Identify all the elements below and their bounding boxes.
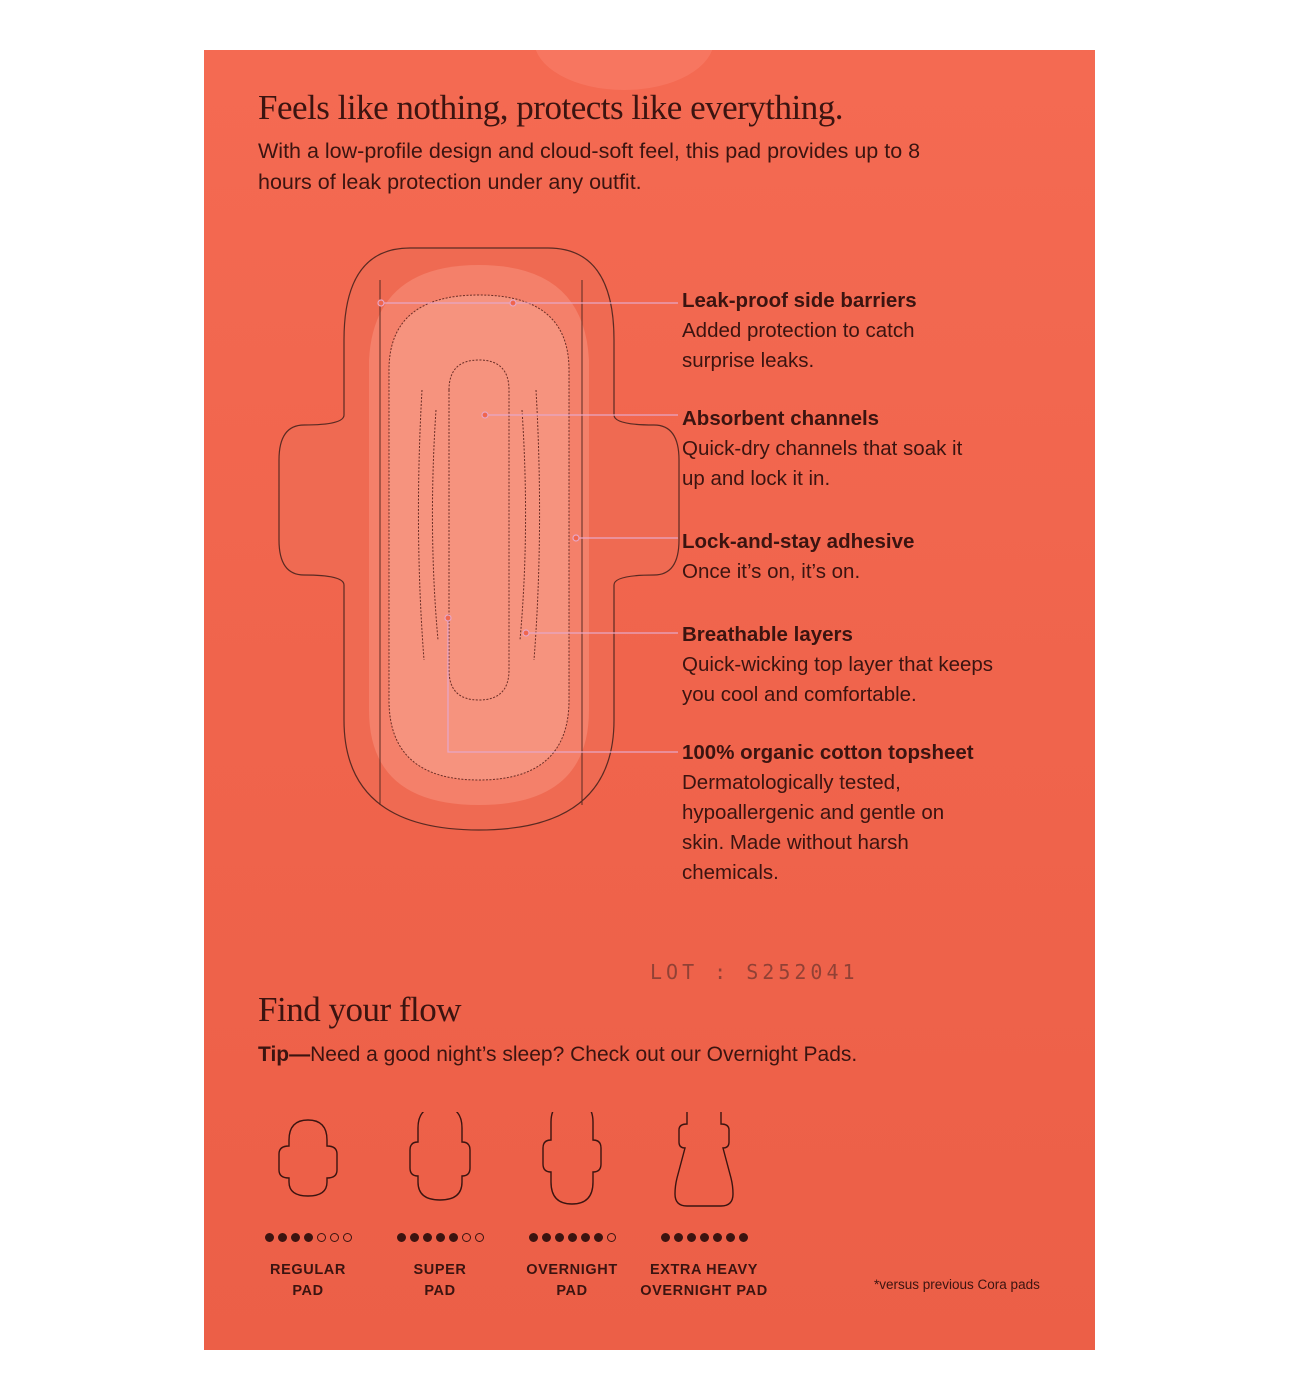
absorbency-dot-filled [265, 1233, 274, 1242]
feature-title: 100% organic cotton topsheet [682, 741, 974, 764]
absorbency-dot-filled [739, 1233, 748, 1242]
feature-desc: Quick-wicking top layer that keeps you cool and comfortable. [682, 653, 994, 706]
pad-label: OVERNIGHT PAD [526, 1262, 618, 1299]
pad-diagram [274, 240, 694, 840]
absorbency-dot-filled [687, 1233, 696, 1242]
absorbency-dot-empty [475, 1233, 484, 1242]
absorbency-dot-filled [542, 1233, 551, 1242]
absorbency-dots [370, 1230, 510, 1244]
lot-code: LOT : S252041 [650, 960, 859, 984]
absorbency-dot-filled [449, 1233, 458, 1242]
overnight-pad-icon [537, 1112, 607, 1230]
absorbency-dot-filled [568, 1233, 577, 1242]
feature-title: Lock-and-stay adhesive [682, 530, 915, 553]
extra-heavy-overnight-pad-icon [669, 1112, 739, 1230]
absorbency-dot-empty [330, 1233, 339, 1242]
feature-title: Absorbent channels [682, 407, 880, 430]
absorbency-dot-filled [423, 1233, 432, 1242]
feature-title: Breathable layers [682, 623, 853, 646]
absorbency-dot-empty [343, 1233, 352, 1242]
feature-breathable-layers [682, 620, 1042, 710]
absorbency-dot-filled [397, 1233, 406, 1242]
absorbency-dot-filled [304, 1233, 313, 1242]
pad-type-super [370, 1112, 510, 1302]
absorbency-dot-filled [581, 1233, 590, 1242]
feature-desc: Quick-dry channels that soak it up and lock it in. [682, 437, 963, 490]
footnote: *versus previous Cora pads [874, 1277, 1040, 1292]
absorbency-dot-empty [317, 1233, 326, 1242]
absorbency-dot-filled [529, 1233, 538, 1242]
pad-type-extra-heavy-overnight [634, 1112, 774, 1302]
super-pad-icon [405, 1112, 475, 1230]
feature-desc: Added protection to catch surprise leaks. [682, 319, 915, 372]
absorbency-dot-filled [291, 1233, 300, 1242]
pad-core [389, 295, 569, 780]
flow-title: Find your flow [258, 990, 461, 1029]
subhead: With a low-profile design and cloud-soft feel, this pad provides up to 8 hours of leak protection under any outfit. [258, 139, 921, 194]
packaging-panel [204, 50, 1095, 1350]
absorbency-dot-filled [674, 1233, 683, 1242]
feature-side-barriers [682, 286, 1042, 376]
absorbency-dot-filled [410, 1233, 419, 1242]
top-edge-curve [534, 50, 714, 90]
absorbency-dot-empty [607, 1233, 616, 1242]
feature-title: Leak-proof side barriers [682, 289, 917, 312]
tip-label: Tip— [258, 1043, 311, 1066]
pad-label: SUPER PAD [413, 1262, 467, 1299]
absorbency-dot-filled [436, 1233, 445, 1242]
absorbency-dot-filled [700, 1233, 709, 1242]
feature-desc: Once it’s on, it’s on. [682, 560, 861, 583]
feature-adhesive [682, 527, 1042, 587]
pad-type-regular [238, 1112, 378, 1302]
feature-organic-cotton [682, 738, 1042, 888]
absorbency-dot-filled [661, 1233, 670, 1242]
regular-pad-icon [273, 1112, 343, 1230]
feature-desc: Dermatologically tested, hypoallergenic and gentle on skin. Made without harsh chemicals. [682, 771, 945, 884]
tip-line [258, 1043, 857, 1067]
absorbency-dot-filled [726, 1233, 735, 1242]
absorbency-dot-filled [713, 1233, 722, 1242]
tip-text: Need a good night’s sleep? Check out our Overnight Pads. [310, 1043, 858, 1066]
absorbency-dots [502, 1230, 642, 1244]
absorbency-dot-filled [555, 1233, 564, 1242]
pad-label: REGULAR PAD [270, 1262, 346, 1299]
feature-absorbent-channels [682, 404, 1042, 494]
absorbency-dots [634, 1230, 774, 1244]
absorbency-dots [238, 1230, 378, 1244]
pad-label: EXTRA HEAVY OVERNIGHT PAD [640, 1262, 768, 1299]
absorbency-dot-filled [594, 1233, 603, 1242]
absorbency-dot-empty [462, 1233, 471, 1242]
pad-type-overnight [502, 1112, 642, 1302]
headline: Feels like nothing, protects like everything. [258, 88, 844, 127]
absorbency-dot-filled [278, 1233, 287, 1242]
